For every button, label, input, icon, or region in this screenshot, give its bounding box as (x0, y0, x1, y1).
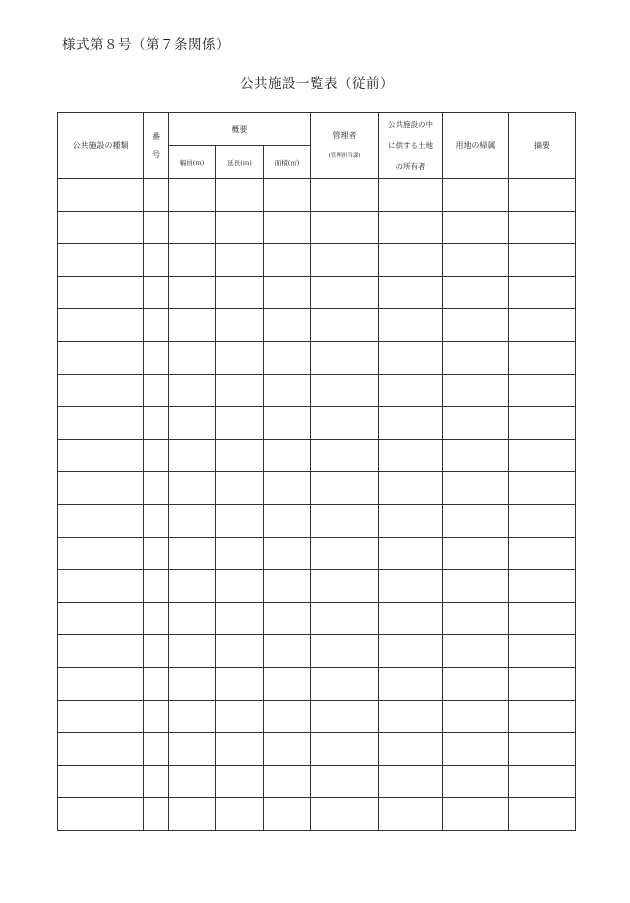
cell-area[interactable] (264, 635, 311, 668)
cell-land-owner[interactable] (379, 635, 443, 668)
cell-length[interactable] (216, 341, 264, 374)
cell-area[interactable] (264, 504, 311, 537)
cell-facility-type[interactable] (58, 667, 144, 700)
header-width: 幅員(ｍ) (169, 146, 216, 179)
cell-length[interactable] (216, 407, 264, 440)
cell-number[interactable] (144, 407, 169, 440)
cell-number[interactable] (144, 244, 169, 277)
cell-land-ownership[interactable] (443, 504, 509, 537)
cell-manager[interactable] (311, 700, 379, 733)
cell-length[interactable] (216, 570, 264, 603)
cell-land-ownership[interactable] (443, 602, 509, 635)
cell-remarks[interactable] (509, 439, 576, 472)
cell-facility-type[interactable] (58, 341, 144, 374)
cell-area[interactable] (264, 211, 311, 244)
cell-manager[interactable] (311, 635, 379, 668)
cell-facility-type[interactable] (58, 472, 144, 505)
cell-land-owner[interactable] (379, 374, 443, 407)
cell-remarks[interactable] (509, 537, 576, 570)
table-row (58, 570, 576, 603)
cell-manager[interactable] (311, 765, 379, 798)
cell-area[interactable] (264, 407, 311, 440)
cell-remarks[interactable] (509, 602, 576, 635)
cell-land-ownership[interactable] (443, 733, 509, 766)
table-row (58, 700, 576, 733)
cell-length[interactable] (216, 700, 264, 733)
cell-number[interactable] (144, 179, 169, 212)
cell-number[interactable] (144, 667, 169, 700)
table-row (58, 765, 576, 798)
cell-remarks[interactable] (509, 570, 576, 603)
cell-length[interactable] (216, 211, 264, 244)
header-number-line1: 番 (152, 131, 160, 141)
cell-land-ownership[interactable] (443, 667, 509, 700)
cell-manager[interactable] (311, 244, 379, 277)
cell-number[interactable] (144, 341, 169, 374)
cell-number[interactable] (144, 733, 169, 766)
cell-facility-type[interactable] (58, 407, 144, 440)
cell-land-owner[interactable] (379, 407, 443, 440)
cell-width[interactable] (169, 765, 216, 798)
cell-facility-type[interactable] (58, 635, 144, 668)
cell-facility-type[interactable] (58, 537, 144, 570)
cell-land-owner[interactable] (379, 504, 443, 537)
cell-length[interactable] (216, 537, 264, 570)
cell-facility-type[interactable] (58, 439, 144, 472)
cell-manager[interactable] (311, 179, 379, 212)
cell-land-ownership[interactable] (443, 179, 509, 212)
cell-length[interactable] (216, 765, 264, 798)
table-row (58, 179, 576, 212)
cell-number[interactable] (144, 635, 169, 668)
cell-width[interactable] (169, 439, 216, 472)
header-row-top (58, 113, 576, 146)
header-area: 面積(㎡) (264, 146, 311, 179)
cell-facility-type[interactable] (58, 602, 144, 635)
table-row (58, 276, 576, 309)
cell-width[interactable] (169, 276, 216, 309)
cell-area[interactable] (264, 765, 311, 798)
table-row (58, 635, 576, 668)
header-land-ownership: 用地の帰属 (443, 113, 509, 179)
cell-area[interactable] (264, 374, 311, 407)
cell-manager[interactable] (311, 570, 379, 603)
cell-manager[interactable] (311, 733, 379, 766)
cell-area[interactable] (264, 570, 311, 603)
table-row (58, 407, 576, 440)
cell-area[interactable] (264, 179, 311, 212)
cell-land-owner[interactable] (379, 765, 443, 798)
cell-remarks[interactable] (509, 244, 576, 277)
cell-width[interactable] (169, 635, 216, 668)
cell-facility-type[interactable] (58, 374, 144, 407)
document-title: 公共施設一覧表（従前） (240, 76, 394, 92)
cell-area[interactable] (264, 733, 311, 766)
cell-width[interactable] (169, 570, 216, 603)
cell-number[interactable] (144, 765, 169, 798)
cell-facility-type[interactable] (58, 798, 144, 831)
cell-number[interactable] (144, 472, 169, 505)
cell-manager[interactable] (311, 407, 379, 440)
cell-remarks[interactable] (509, 374, 576, 407)
table-row (58, 472, 576, 505)
cell-length[interactable] (216, 244, 264, 277)
cell-land-ownership[interactable] (443, 374, 509, 407)
cell-number[interactable] (144, 374, 169, 407)
cell-facility-type[interactable] (58, 309, 144, 342)
cell-manager[interactable] (311, 504, 379, 537)
cell-facility-type[interactable] (58, 765, 144, 798)
cell-number[interactable] (144, 309, 169, 342)
cell-number[interactable] (144, 504, 169, 537)
cell-width[interactable] (169, 341, 216, 374)
header-land-owner (379, 113, 443, 179)
cell-length[interactable] (216, 472, 264, 505)
cell-width[interactable] (169, 602, 216, 635)
cell-land-ownership[interactable] (443, 537, 509, 570)
header-owner-line3: の所有者 (395, 162, 426, 171)
cell-length[interactable] (216, 374, 264, 407)
cell-number[interactable] (144, 276, 169, 309)
header-owner-line1: 公共施設の中 (388, 120, 434, 129)
cell-land-ownership[interactable] (443, 472, 509, 505)
cell-manager[interactable] (311, 798, 379, 831)
cell-area[interactable] (264, 798, 311, 831)
table-body (58, 179, 576, 831)
cell-length[interactable] (216, 276, 264, 309)
cell-width[interactable] (169, 733, 216, 766)
table-row (58, 733, 576, 766)
cell-manager[interactable] (311, 667, 379, 700)
cell-facility-type[interactable] (58, 276, 144, 309)
table-row (58, 374, 576, 407)
cell-remarks[interactable] (509, 407, 576, 440)
cell-land-ownership[interactable] (443, 765, 509, 798)
cell-land-owner[interactable] (379, 472, 443, 505)
cell-length[interactable] (216, 179, 264, 212)
cell-number[interactable] (144, 700, 169, 733)
cell-area[interactable] (264, 276, 311, 309)
cell-area[interactable] (264, 602, 311, 635)
header-number-line2: 号 (152, 149, 160, 159)
cell-number[interactable] (144, 570, 169, 603)
cell-facility-type[interactable] (58, 733, 144, 766)
cell-land-owner[interactable] (379, 211, 443, 244)
cell-area[interactable] (264, 309, 311, 342)
cell-length[interactable] (216, 798, 264, 831)
cell-land-ownership[interactable] (443, 341, 509, 374)
cell-remarks[interactable] (509, 179, 576, 212)
cell-facility-type[interactable] (58, 570, 144, 603)
cell-facility-type[interactable] (58, 179, 144, 212)
cell-land-ownership[interactable] (443, 570, 509, 603)
cell-land-owner[interactable] (379, 244, 443, 277)
cell-manager[interactable] (311, 374, 379, 407)
cell-area[interactable] (264, 700, 311, 733)
cell-manager[interactable] (311, 537, 379, 570)
cell-area[interactable] (264, 537, 311, 570)
cell-land-ownership[interactable] (443, 439, 509, 472)
table-row (58, 211, 576, 244)
cell-remarks[interactable] (509, 504, 576, 537)
table-row (58, 341, 576, 374)
form-number-label: 様式第８号（第７条関係） (62, 37, 230, 53)
cell-remarks[interactable] (509, 341, 576, 374)
cell-width[interactable] (169, 179, 216, 212)
cell-facility-type[interactable] (58, 211, 144, 244)
cell-land-owner[interactable] (379, 700, 443, 733)
cell-width[interactable] (169, 211, 216, 244)
cell-remarks[interactable] (509, 309, 576, 342)
cell-land-owner[interactable] (379, 439, 443, 472)
table-row (58, 537, 576, 570)
cell-manager[interactable] (311, 309, 379, 342)
cell-land-owner[interactable] (379, 276, 443, 309)
table-row (58, 667, 576, 700)
cell-area[interactable] (264, 472, 311, 505)
header-owner-line2: に供する土地 (388, 141, 434, 150)
cell-manager[interactable] (311, 439, 379, 472)
table-row (58, 309, 576, 342)
cell-length[interactable] (216, 667, 264, 700)
cell-length[interactable] (216, 309, 264, 342)
cell-land-ownership[interactable] (443, 700, 509, 733)
header-manager (311, 113, 379, 179)
cell-length[interactable] (216, 504, 264, 537)
cell-area[interactable] (264, 341, 311, 374)
table-row (58, 439, 576, 472)
cell-width[interactable] (169, 700, 216, 733)
cell-remarks[interactable] (509, 700, 576, 733)
cell-number[interactable] (144, 537, 169, 570)
cell-manager[interactable] (311, 341, 379, 374)
cell-land-owner[interactable] (379, 733, 443, 766)
cell-manager[interactable] (311, 211, 379, 244)
header-facility-type: 公共施設の種類 (58, 113, 144, 179)
cell-land-ownership[interactable] (443, 309, 509, 342)
cell-length[interactable] (216, 602, 264, 635)
cell-width[interactable] (169, 309, 216, 342)
cell-land-ownership[interactable] (443, 635, 509, 668)
cell-land-owner[interactable] (379, 667, 443, 700)
header-overview: 概要 (169, 113, 311, 146)
cell-length[interactable] (216, 439, 264, 472)
cell-facility-type[interactable] (58, 504, 144, 537)
table-row (58, 244, 576, 277)
header-number (144, 113, 169, 179)
cell-land-owner[interactable] (379, 798, 443, 831)
cell-manager[interactable] (311, 602, 379, 635)
cell-width[interactable] (169, 667, 216, 700)
cell-land-owner[interactable] (379, 179, 443, 212)
table-row (58, 602, 576, 635)
cell-number[interactable] (144, 798, 169, 831)
cell-land-ownership[interactable] (443, 211, 509, 244)
cell-width[interactable] (169, 374, 216, 407)
cell-land-ownership[interactable] (443, 407, 509, 440)
cell-land-owner[interactable] (379, 537, 443, 570)
cell-width[interactable] (169, 407, 216, 440)
cell-width[interactable] (169, 537, 216, 570)
cell-number[interactable] (144, 602, 169, 635)
header-length: 延長(ｍ) (216, 146, 264, 179)
header-manager-line2: (管理担当課) (328, 152, 361, 159)
cell-area[interactable] (264, 667, 311, 700)
table-row (58, 504, 576, 537)
cell-length[interactable] (216, 635, 264, 668)
cell-width[interactable] (169, 472, 216, 505)
cell-width[interactable] (169, 244, 216, 277)
cell-land-ownership[interactable] (443, 798, 509, 831)
cell-remarks[interactable] (509, 667, 576, 700)
cell-remarks[interactable] (509, 798, 576, 831)
cell-number[interactable] (144, 439, 169, 472)
cell-length[interactable] (216, 733, 264, 766)
cell-remarks[interactable] (509, 733, 576, 766)
cell-land-ownership[interactable] (443, 276, 509, 309)
cell-remarks[interactable] (509, 211, 576, 244)
cell-land-owner[interactable] (379, 570, 443, 603)
cell-remarks[interactable] (509, 635, 576, 668)
cell-manager[interactable] (311, 276, 379, 309)
cell-facility-type[interactable] (58, 244, 144, 277)
cell-area[interactable] (264, 439, 311, 472)
cell-remarks[interactable] (509, 765, 576, 798)
cell-facility-type[interactable] (58, 700, 144, 733)
cell-remarks[interactable] (509, 472, 576, 505)
cell-land-ownership[interactable] (443, 244, 509, 277)
header-manager-line1: 管理者 (332, 130, 357, 140)
cell-land-owner[interactable] (379, 602, 443, 635)
cell-number[interactable] (144, 211, 169, 244)
cell-land-owner[interactable] (379, 341, 443, 374)
public-facilities-table (57, 112, 576, 831)
header-remarks: 摘要 (509, 113, 576, 179)
cell-width[interactable] (169, 504, 216, 537)
table-row (58, 798, 576, 831)
cell-area[interactable] (264, 244, 311, 277)
cell-land-owner[interactable] (379, 309, 443, 342)
cell-manager[interactable] (311, 472, 379, 505)
cell-width[interactable] (169, 798, 216, 831)
cell-remarks[interactable] (509, 276, 576, 309)
